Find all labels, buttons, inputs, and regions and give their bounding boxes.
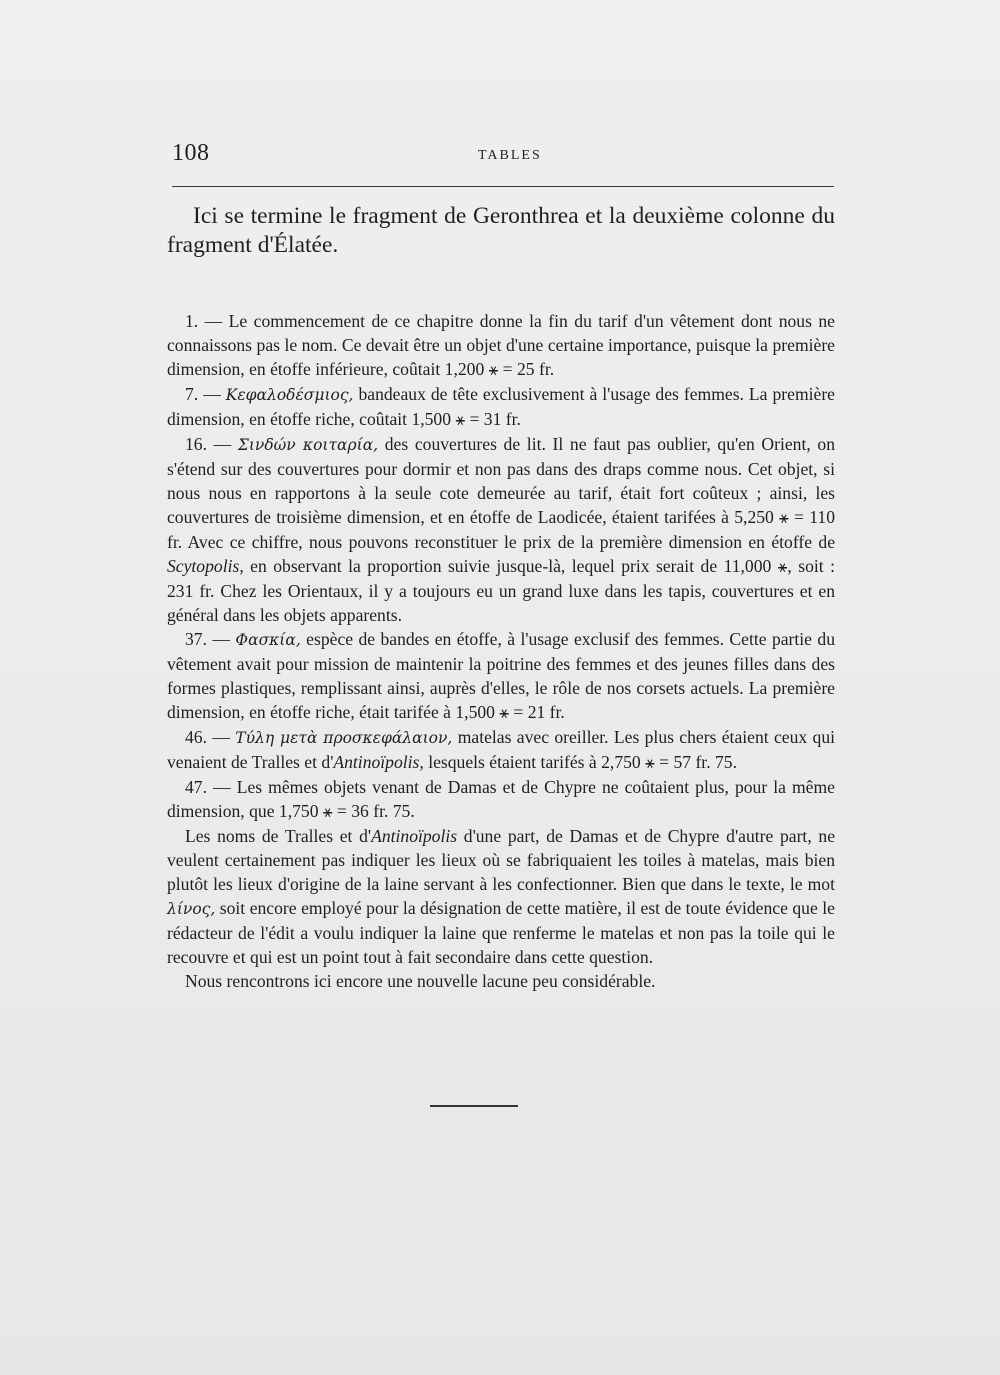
commentary-text: Les noms de Tralles et d' [185,826,372,846]
note-1-text: 1. — Le commencement de ce chapitre donne la fin du tarif d'un vêtement dont nous ne connaissons pas le nom. Ce devait être un objet d'une certaine importance, puisque la première dimension, en étoffe inférieure, coûtait 1,200 [167,311,835,379]
note-16-text-2: = 110 fr. Avec ce chiffre, nous pouvons reconstituer le prix de la première dimension en étoffe de [167,507,835,552]
note-16-place: Scytopolis, [167,556,244,576]
note-37-number: 37. — [185,629,236,649]
denarius-symbol: ⚹ [488,360,499,379]
closing-text: Nous rencontrons ici encore une nouvelle lacune peu considérable. [185,971,656,991]
commentary-paragraph [167,824,835,969]
note-7-greek-term: Κεφαλοδέσμιος, [225,386,354,404]
header-rule [172,186,834,187]
note-47-price: = 36 fr. 75. [332,801,415,821]
note-46-text: matelas avec oreiller. Les plus chers étaient ceux qui venaient de Tralles et d' [167,727,836,772]
notes [167,309,835,993]
denarius-symbol: ⚹ [455,410,466,429]
note-46-greek-term: Τύλη μετὰ προσκεφάλαιον, [235,729,453,747]
note-16-text-4: , soit : 231 fr. Chez les Orientaux, il y a toujours eu un grand luxe dans les tapis, couvertures et en général dans les objets apparents. [167,556,835,625]
note-46-price: = 57 fr. 75. [654,752,737,772]
end-rule [430,1105,518,1107]
running-head: TABLES [478,148,542,163]
note-46-number: 46. — [185,727,236,747]
note-47-text: 47. — Les mêmes objets venant de Damas et de Chypre ne coûtaient plus, pour la même dimension, que 1,750 [167,777,835,821]
note-1-price: = 25 fr. [498,359,555,379]
denarius-symbol: ⚹ [645,753,655,772]
note-7-number: 7. — [185,384,226,404]
denarius-symbol: ⚹ [777,557,788,576]
closing-paragraph [167,969,835,993]
note-7-price: = 31 fr. [465,409,521,429]
denarius-symbol: ⚹ [322,802,333,821]
note-16-text-3: en observant la proportion suivie jusque-là, lequel prix serait de 11,000 [243,556,778,576]
note-46-place: Antinoïpolis, [333,752,424,772]
note-1 [167,309,835,382]
commentary-greek-term: λίνος, [167,900,216,918]
page-header [172,140,834,174]
note-37-price: = 21 fr. [508,702,565,722]
commentary-text-3: soit encore employé pour la désignation de cette matière, il est de toute évidence que le rédacteur de l'édit a voulu indiquer la laine que renferme le matelas et non pas la toile qui le recouvre et qui est un point tout à fait secondaire dans cette question. [167,898,835,967]
note-7 [167,382,835,432]
note-46 [167,725,835,775]
commentary-text-2: d'une part, de Damas et de Chypre d'autre part, ne veulent certainement pas indiquer les lieux où se fabriquaient les toiles à matelas, mais bien plutôt les lieux d'origine de la laine servant à les confectionner. Bien que dans le texte, le mot [167,826,835,894]
note-46-text-2: lesquels étaient tarifés à 2,750 [423,752,646,772]
page-number: 108 [172,140,210,166]
note-37-greek-term: Φασκία, [235,631,301,649]
note-47 [167,775,835,824]
note-16 [167,432,835,627]
intro-paragraph: Ici se termine le fragment de Geronthrea et la deuxième colonne du fragment d'Élatée. [167,203,835,258]
note-16-text: des couvertures de lit. Il ne faut pas oublier, qu'en Orient, on s'étend sur des couvertures pour dormir et non pas dans des draps comme nous. Cet objet, si nous nous en rapportons à la seule cote demeurée au tarif, était fort coûteux ; ainsi, les couvertures de troisième dimension, et en étoffe de Laodicée, étaient tarifées à 5,250 [167,434,835,527]
commentary-place: Antinoïpolis [371,826,458,846]
note-37-text: espèce de bandes en étoffe, à l'usage exclusif des femmes. Cette partie du vêtement avait pour mission de maintenir la poitrine des femmes et des jeunes filles dans des formes plastiques, remplissant ainsi, auprès d'elles, le rôle de nos corsets actuels. La première dimension, en étoffe riche, était tarifée à 1,500 [167,629,835,722]
note-16-number: 16. — [185,434,238,454]
body-text [167,202,835,993]
note-37 [167,627,835,725]
denarius-symbol: ⚹ [779,508,789,527]
note-16-greek-term: Σινδών κοιταρία, [237,436,379,454]
denarius-symbol: ⚹ [499,703,509,722]
note-7-text: bandeaux de tête exclusivement à l'usage des femmes. La première dimension, en étoffe riche, coûtait 1,500 [167,384,835,429]
